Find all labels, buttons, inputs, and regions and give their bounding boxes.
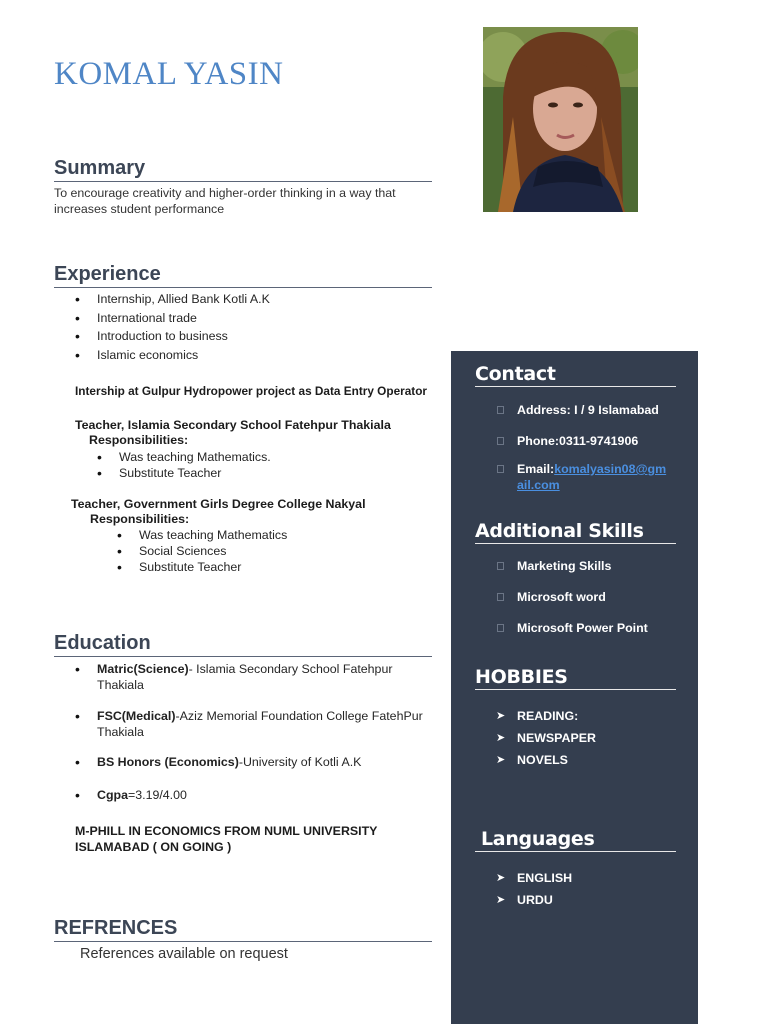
- education-item: [54, 754, 424, 787]
- responsibility-item: • Substitute Teacher: [116, 559, 416, 575]
- education-heading: Education: [54, 631, 432, 657]
- contact-email: [517, 461, 682, 493]
- profile-photo: [483, 27, 638, 212]
- email-label: Email:: [517, 462, 555, 476]
- education-separator: -: [188, 662, 197, 676]
- box-icon: [497, 562, 504, 570]
- box-icon: [497, 593, 504, 601]
- skill-label: Marketing Skills: [517, 559, 612, 573]
- box-icon: [497, 465, 504, 473]
- hobby-item: [496, 708, 579, 724]
- job1-responsibilities-list: [96, 449, 396, 481]
- responsibility-item: • Was teaching Mathematics.: [96, 449, 396, 465]
- references-text: References available on request: [80, 946, 288, 962]
- internship-line: Intership at Gulpur Hydropower project as Data Entry Operator: [75, 384, 428, 398]
- arrow-right-icon: ➤: [496, 732, 506, 744]
- language-label: ENGLISH: [517, 871, 573, 885]
- job2-responsibilities-list: [116, 527, 416, 576]
- education-institution: 3.19/4.00: [135, 788, 187, 802]
- mphil-line-1: M-PHILL IN ECONOMICS FROM NUML UNIVERSITY: [75, 824, 378, 838]
- references-heading: REFRENCES: [54, 916, 432, 942]
- experience-list: [54, 291, 434, 365]
- responsibility-item: • Was teaching Mathematics: [116, 527, 416, 543]
- box-icon: [497, 624, 504, 632]
- languages-heading: Languages: [475, 827, 676, 852]
- responsibility-item: • Substitute Teacher: [96, 465, 396, 481]
- experience-item: • Introduction to business: [54, 328, 434, 347]
- responsibility-item: • Social Sciences: [116, 543, 416, 559]
- language-label: URDU: [517, 893, 553, 907]
- job1-responsibilities-label: Responsibilities:: [89, 433, 189, 447]
- language-item: [496, 870, 573, 886]
- box-icon: [497, 437, 504, 445]
- sidebar: [451, 351, 698, 1024]
- language-item: [496, 892, 553, 908]
- experience-heading: Experience: [54, 262, 432, 288]
- experience-item: • Islamic economics: [54, 347, 434, 366]
- education-separator: =: [127, 788, 136, 802]
- hobby-item: [496, 752, 568, 768]
- hobby-label: READING:: [517, 709, 579, 723]
- experience-item: • International trade: [54, 310, 434, 329]
- skill-label: Microsoft word: [517, 590, 606, 604]
- arrow-right-icon: ➤: [496, 754, 506, 766]
- hobby-item: [496, 730, 596, 746]
- education-institution: Aziz Memorial Foundation College FatehPur Thakiala: [97, 709, 423, 739]
- skills-heading: Additional Skills: [475, 519, 676, 544]
- phone-text: Phone:0311-9741906: [517, 434, 639, 448]
- job2-title: Teacher, Government Girls Degree College Nakyal: [71, 497, 366, 511]
- mphil-line-2: ISLAMABAD ( ON GOING ): [75, 840, 232, 854]
- contact-address: [517, 402, 659, 418]
- contact-phone: [517, 433, 638, 449]
- hobby-label: NOVELS: [517, 753, 568, 767]
- skill-item: [517, 620, 648, 636]
- education-item: [54, 787, 424, 807]
- address-text: Address: I / 9 Islamabad: [517, 403, 659, 417]
- summary-heading: Summary: [54, 156, 432, 182]
- education-item: [54, 661, 424, 708]
- education-institution: University of Kotli A.K: [242, 755, 362, 769]
- skill-item: [517, 589, 606, 605]
- education-degree: Matric(Science): [97, 662, 189, 676]
- hobby-label: NEWSPAPER: [517, 731, 596, 745]
- experience-item: • Internship, Allied Bank Kotli A.K: [54, 291, 434, 310]
- hobbies-heading: HOBBIES: [475, 665, 676, 690]
- education-degree: FSC(Medical): [97, 709, 176, 723]
- arrow-right-icon: ➤: [496, 872, 506, 884]
- education-separator: -: [175, 709, 180, 723]
- arrow-right-icon: ➤: [496, 894, 506, 906]
- job1-title: Teacher, Islamia Secondary School Fatehpur Thakiala: [75, 418, 391, 432]
- education-degree: Cgpa: [97, 788, 128, 802]
- education-item: [54, 708, 424, 754]
- education-separator: -: [238, 755, 243, 769]
- education-list: [54, 661, 424, 807]
- box-icon: [497, 406, 504, 414]
- portrait-image: [483, 27, 638, 212]
- skill-item: [517, 558, 611, 574]
- education-institution: Islamia Secondary School Fatehpur Thakiala: [97, 662, 393, 692]
- contact-heading: Contact: [475, 362, 676, 387]
- candidate-name: KOMAL YASIN: [54, 56, 284, 92]
- summary-text: To encourage creativity and higher-order thinking in a way that increases student performance: [54, 186, 396, 216]
- arrow-right-icon: ➤: [496, 710, 506, 722]
- email-link[interactable]: komalyasin08@gm ail.com: [517, 462, 667, 492]
- skill-label: Microsoft Power Point: [517, 621, 648, 635]
- education-degree: BS Honors (Economics): [97, 755, 239, 769]
- job2-responsibilities-label: Responsibilities:: [90, 512, 190, 526]
